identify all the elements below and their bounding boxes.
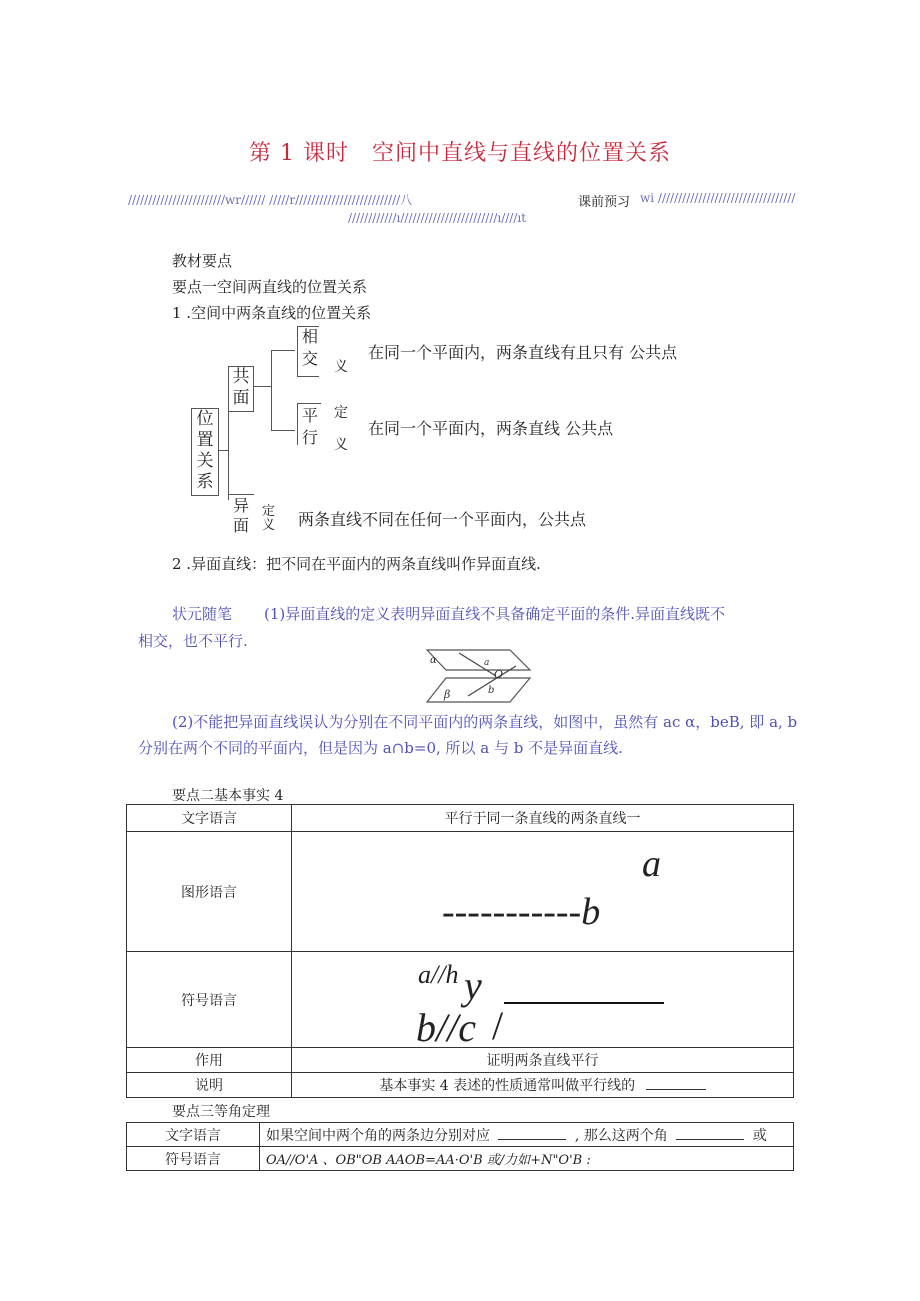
table-row [127, 1048, 794, 1073]
equal-angle-table [126, 1122, 794, 1171]
row-value: 基本事实 4 表述的性质通常叫做平行线的 [379, 1078, 636, 1094]
row-label: 文字语言 [127, 805, 292, 832]
row-label: 文字语言 [127, 1123, 260, 1147]
symbol-slash: / [492, 1003, 504, 1048]
row-value-b: , 那么这两个角 [574, 1127, 668, 1144]
row-value-cell [260, 1123, 794, 1147]
tree-yi-1: 义 [334, 359, 348, 375]
symbol-cell [292, 952, 794, 1048]
banner-line-second: ////////////ı////////////////////////ı////ıt [348, 211, 527, 225]
point1-item1: 1 .空间中两条直线的位置关系 [172, 304, 372, 322]
tree-skew-label: 异面 [232, 496, 249, 535]
symbol-a-parallel: a//h [418, 960, 459, 989]
fill-in-blank [498, 1139, 566, 1140]
tree-ding-3: 定 [262, 504, 276, 519]
tree-bracket [228, 494, 254, 495]
graphic-a: a [642, 843, 661, 885]
note-label: 状元随笔 [172, 605, 233, 623]
table-row [127, 1147, 794, 1171]
fig-label-b: b [488, 685, 495, 696]
row-value-a: 如果空间中两个角的两条边分别对应 [266, 1127, 490, 1144]
symbol-b-parallel: b//c [416, 1005, 476, 1050]
row-value: 平行于同一条直线的两条直线一 [292, 805, 794, 832]
fig-label-o: O [494, 668, 504, 681]
banner-line-right: wi ////////////////////////////////// [640, 191, 796, 205]
tree-root-box: 位置关系 [191, 408, 219, 496]
page-title: 第 1 课时 空间中直线与直线的位置关系 [249, 141, 671, 166]
fig-label-a: a [484, 658, 490, 668]
fill-in-blank [676, 1139, 744, 1140]
table-row [127, 1073, 794, 1098]
tree-coplanar-box: 共面 [228, 366, 254, 412]
table-row [127, 1123, 794, 1147]
tree-branch-top [271, 350, 295, 351]
symbol-y: y [464, 963, 482, 1008]
tree-intersect-label: 相交 [301, 327, 318, 368]
banner-label: 课前预习 [578, 195, 631, 210]
tree-connector [218, 450, 228, 451]
row-label: 说明 [127, 1073, 292, 1098]
note-p1-a: (1)异面直线的定义表明异面直线不具备确定平面的条件.异面直线既不 [264, 605, 726, 623]
graphic-b-line: -----------b [442, 891, 601, 933]
fig-label-beta: β [444, 688, 451, 701]
row-label: 符号语言 [127, 1147, 260, 1171]
row-label: 图形语言 [127, 832, 292, 952]
fill-in-blank [646, 1089, 706, 1090]
tree-bracket [297, 376, 319, 377]
def-skew: 两条直线不同在任何一个平面内，公共点 [298, 510, 587, 529]
tree-bracket [297, 326, 298, 376]
fig-label-alpha: α [430, 655, 437, 666]
row-value: 证明两条直线平行 [292, 1048, 794, 1073]
tree-yi-3: 义 [262, 518, 276, 533]
tree-bracket [297, 403, 321, 404]
graphic-cell [292, 832, 794, 952]
tree-ding-2: 定 [334, 405, 348, 421]
point1-item2: 2 .异面直线：把不同在平面内的两条直线叫作异面直线. [172, 555, 541, 573]
banner-line-left: ////////////////////////wr////// /////r//////////////////////////八 [128, 193, 413, 207]
point1-heading: 要点一空间两直线的位置关系 [172, 278, 368, 296]
skew-planes-figure [424, 648, 536, 706]
row-label: 符号语言 [127, 952, 292, 1048]
symbol-blank-line [504, 1002, 664, 1004]
table-row [127, 805, 794, 832]
tree-bracket [297, 403, 298, 445]
row-value-cell [292, 1073, 794, 1098]
note-p2-b: 分别在两个不同的平面内，但是因为 a∩b=0, 所以 a 与 b 不是异面直线. [138, 739, 623, 757]
note-p2-a: (2)不能把异面直线误认为分别在不同平面内的两条直线，如图中，虽然有 ac α，beB, 即 a, b [172, 713, 798, 731]
tree-connector [253, 386, 271, 387]
tree-yi-2: 义 [334, 437, 348, 453]
row-value: OA//O'A 、OB"OB AAOB=AA·O'B 或/力如+N"O'B : [260, 1147, 794, 1171]
row-value-c: 或 [752, 1127, 767, 1144]
section-heading: 教材要点 [172, 252, 233, 270]
table-row [127, 952, 794, 1048]
row-label: 作用 [127, 1048, 292, 1073]
point2-heading: 要点二基本事实 4 [172, 788, 284, 804]
point3-heading: 要点三等角定理 [172, 1104, 270, 1120]
table-row [127, 832, 794, 952]
basic-fact-4-table [126, 804, 794, 1098]
tree-parallel-label: 平行 [301, 406, 318, 447]
tree-branch-bottom [271, 430, 295, 431]
note-p1-b: 相交，也不平行. [138, 632, 248, 650]
def-intersect: 在同一个平面内，两条直线有且只有 公共点 [368, 343, 678, 362]
tree-vertical-sub [271, 350, 272, 430]
def-parallel: 在同一个平面内，两条直线 公共点 [368, 419, 614, 438]
